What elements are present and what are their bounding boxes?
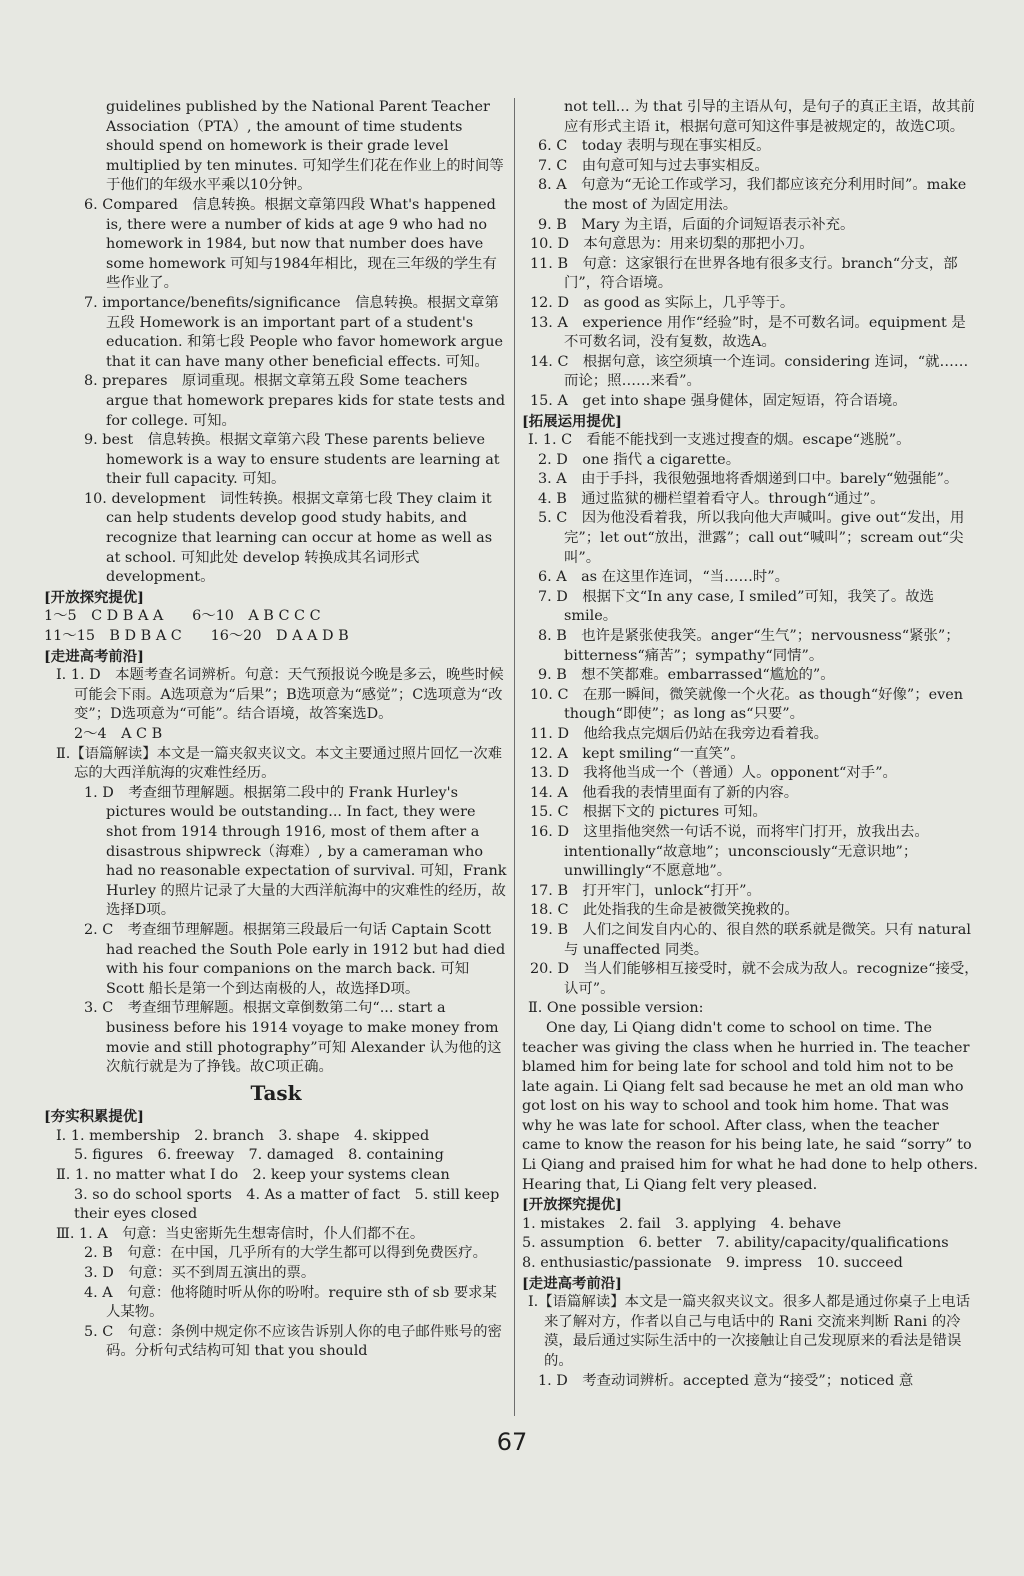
answer-item: 12. A kept smiling“一直笑”。 — [530, 745, 745, 762]
answer-item: 16. D 这里指他突然一句话不说，而将牢门打开，放我出去。intentionally“故意地”；unconsciously“无意识地”；unwillingly“不愿意地”。 — [530, 823, 929, 880]
answer-item: 6. C today 表明与现在事实相反。 — [538, 138, 771, 155]
answer-item: 15. A get into shape 强身健体，固定短语，符合语境。 — [530, 392, 907, 409]
answer-item: 15. C 根据下文的 pictures 可知。 — [530, 804, 767, 821]
answer-item: 2. C 考查细节理解题。根据第三段最后一句话 Captain Scott had reached the South Pole early in 1912 but had died with his four companions on the march back. 可知 Scott 船长是第一个到达南极的人，故选择D项。 — [84, 921, 506, 997]
answer-item: 3. C 考查细节理解题。根据文章倒数第二句“... start a business before his 1914 voyage to make money from movie and still photography”可知 Alexander 认为他的这次航行就是为了挣钱。故C项正确。 — [84, 1000, 502, 1076]
answer-item: 13. D 我将他当成一个（普通）人。opponent“对手”。 — [530, 765, 897, 782]
answer-item: Ⅲ. 1. A 句意：当史密斯先生想寄信时，仆人们都不在。 — [56, 1225, 425, 1242]
answer-line: 5. figures 6. freeway 7. damaged 8. containing — [74, 1147, 444, 1164]
answer-item: 3. D 句意：买不到周五演出的票。 — [84, 1265, 316, 1282]
answer-item: 4. A 句意：他将随时听从你的吩咐。require sth of sb 要求某人某物。 — [84, 1284, 497, 1321]
right-column — [522, 98, 980, 1391]
answer-item: Ⅰ. 1. D 本题考查名词辨析。句意：天气预报说今晚是多云，晚些时候可能会下雨。A选项意为“后果”；B选项意为“感觉”；C选项意为“改变”；D选项意为“可能”。结合语境，故答案选D。 — [56, 667, 504, 723]
answer-item: 10. C 在那一瞬间，微笑就像一个火花。as though“好像”；even though“即使”；as long as“只要”。 — [530, 686, 964, 723]
answer-item: 9. B 想不笑都难。embarrassed“尴尬的”。 — [538, 667, 835, 684]
answer-item: 9. best 信息转换。根据文章第六段 These parents believe homework is a way to ensure students are learning at their full capacity. 可知。 — [84, 432, 500, 488]
paragraph: not tell... 为 that 引导的主语从句，是句子的真正主语，故其前应有形式主语 it，根据句意可知这件事是被规定的，故选C项。 — [564, 99, 975, 135]
section-heading: [走进高考前沿] — [44, 647, 144, 665]
answer-item: 18. C 此处指我的生命是被微笑挽救的。 — [530, 902, 799, 919]
answer-item: 9. B Mary 为主语，后面的介词短语表示补充。 — [538, 216, 855, 233]
left-column — [44, 98, 508, 1362]
answer-item: 5. C 句意：条例中规定你不应该告诉别人你的电子邮件账号的密码。分析句式结构可知 that you should — [84, 1323, 502, 1360]
sample-essay: One day, Li Qiang didn't come to school on time. The teacher was giving the class when he hurried in. The teacher blamed him for being late for school and told him not to be late again. Li Qiang felt sad because he met an old man who got lost on his way to school and took him home. That was why he was late for school. After class, when the teacher came to know the reason for his being late, he said “sorry” to Li Qiang and praised him for what he had done to help others. Hearing that, Li Qiang felt very pleased. — [522, 1019, 978, 1193]
answer-item: Ⅱ. One possible version: — [528, 1000, 704, 1017]
task-title: Task — [250, 1080, 302, 1105]
answer-item: 8. B 也许是紧张使我笑。anger“生气”；nervousness“紧张”；bitterness“痛苦”；sympathy“同情”。 — [538, 628, 960, 664]
section-heading: [走进高考前沿] — [522, 1274, 622, 1292]
answer-item: 8. prepares 原词重现。根据文章第五段 Some teachers argue that homework prepares kids for state tests and for college. 可知。 — [84, 373, 506, 429]
section-heading: [开放探究提优] — [522, 1196, 622, 1214]
answer-line: 8. enthusiastic/passionate 9. impress 10. succeed — [522, 1255, 903, 1272]
answer-line: 2～4 A C B — [74, 726, 163, 742]
answer-line: 1. mistakes 2. fail 3. applying 4. behave — [522, 1215, 842, 1232]
answer-line: 11～15 B D B A C 16～20 D A A D B — [44, 628, 349, 645]
answer-item: 2. D one 指代 a cigarette。 — [538, 451, 741, 468]
answer-item: Ⅱ.【语篇解读】本文是一篇夹叙夹议文。本文主要通过照片回忆一次难忘的大西洋航海的灾难性经历。 — [56, 745, 503, 782]
answer-item: 6. A as 在这里作连词，“当……时”。 — [538, 569, 790, 586]
section-heading: [夯实积累提优] — [44, 1108, 144, 1126]
answer-item: 20. D 当人们能够相互接受时，就不会成为敌人。recognize“接受，认可”。 — [530, 961, 979, 997]
answer-line: 5. assumption 6. better 7. ability/capacity/qualifications — [522, 1235, 949, 1252]
answer-item: 6. Compared 信息转换。根据文章第四段 What's happened is, there were a number of kids at age 9 who had no homework in 1984, but now that number does have some homework 可知与1984年相比，现在三年级的学生有些作业了。 — [84, 196, 497, 292]
answer-item: 13. A experience 用作“经验”时，是不可数名词。equipment 是不可数名词，没有复数，故选A。 — [530, 314, 966, 351]
answer-item: Ⅱ. 1. no matter what I do 2. keep your systems clean — [56, 1167, 450, 1184]
answer-item: 7. D 根据下文“In any case, I smiled”可知，我笑了。故选 smile。 — [538, 588, 935, 625]
answer-item: 12. D as good as 实际上，几乎等于。 — [530, 294, 795, 311]
answer-item: 11. B 句意：这家银行在世界各地有很多支行。branch“分支，部门”，符合语境。 — [530, 255, 958, 292]
answer-line: 3. so do school sports 4. As a matter of fact 5. still keep their eyes closed — [74, 1186, 500, 1223]
answer-item: 14. C 根据句意，该空须填一个连词。considering 连词，“就……而论；照……来看”。 — [530, 353, 969, 390]
answer-item: 10. D 本句意思为：用来切梨的那把小刀。 — [530, 236, 814, 253]
section-heading: [开放探究提优] — [44, 588, 144, 606]
answer-item: 10. development 词性转换。根据文章第七段 They claim it can help students develop good study habits, and recognize that learning can occur at home as well as at school. 可知此处 develop 转换成其名词形式 development。 — [84, 490, 493, 586]
answer-item: 11. D 他给我点完烟后仍站在我旁边看着我。 — [530, 726, 829, 742]
answer-item: 1. D 考查动词辨析。accepted 意为“接受”；noticed 意 — [538, 1372, 914, 1389]
answer-item: 5. C 因为他没看着我，所以我向他大声喊叫。give out“发出，用完”；let out“放出，泄露”；call out“喊叫”；scream out“尖叫”。 — [538, 510, 965, 566]
answer-item: 3. A 由于手抖，我很勉强地将香烟递到口中。barely“勉强能”。 — [538, 471, 959, 488]
answer-item: Ⅰ. 1. C 看能不能找到一支逃过搜查的烟。escape“逃脱”。 — [528, 432, 911, 449]
answer-item: 7. importance/benefits/significance 信息转换。根据文章第五段 Homework is an important part of a student's education. 和第七段 People who favor homework argue that it can have many other beneficial effects. 可知。 — [84, 294, 504, 370]
answer-item: 1. D 考查细节理解题。根据第二段中的 Frank Hurley's pictures would be outstanding... In fact, they were shot from 1914 through 1916, most of them after a disastrous shipwreck（海难）, by a cameraman who had no reasonable expectation of survival. 可知，Frank Hurley 的照片记录了大量的大西洋航海中的灾难性的经历，故选择D项。 — [84, 784, 507, 919]
section-heading: [拓展运用提优] — [522, 412, 622, 430]
answer-item: 8. A 句意为“无论工作或学习，我们都应该充分利用时间”。make the most of 为固定用法。 — [538, 177, 967, 213]
answer-item: Ⅰ.【语篇解读】本文是一篇夹叙夹议文。很多人都是通过你桌子上电话来了解对方，作者以自己与电话中的 Rani 交流来判断 Rani 的冷漠，最后通过实际生活中的一次接触让自己发现原来的看法是错误的。 — [528, 1294, 970, 1369]
answer-line: 1～5 C D B A A 6～10 A B C C C — [44, 608, 321, 625]
answer-item: 17. B 打开牢门，unlock“打开”。 — [530, 882, 761, 899]
answer-item: 19. B 人们之间发自内心的、很自然的联系就是微笑。只有 natural 与 unaffected 同类。 — [530, 921, 971, 958]
paragraph: guidelines published by the National Parent Teacher Association（PTA）, the amount of time students should spend on homework is their grade level multiplied by ten minutes. 可知学生们花在作业上的时间等于他们的年级水平乘以10分钟。 — [106, 99, 504, 194]
answer-item: Ⅰ. 1. membership 2. branch 3. shape 4. skipped — [56, 1127, 430, 1144]
answer-item: 4. B 通过监狱的栅栏望着看守人。through“通过”。 — [538, 490, 885, 507]
answer-item: 2. B 句意：在中国，几乎所有的大学生都可以得到免费医疗。 — [84, 1245, 488, 1262]
page-number: 67 — [496, 1428, 528, 1456]
column-divider — [514, 98, 515, 1416]
answer-item: 14. A 他看我的表情里面有了新的内容。 — [530, 784, 799, 801]
answer-item: 7. C 由句意可知与过去事实相反。 — [538, 157, 769, 174]
